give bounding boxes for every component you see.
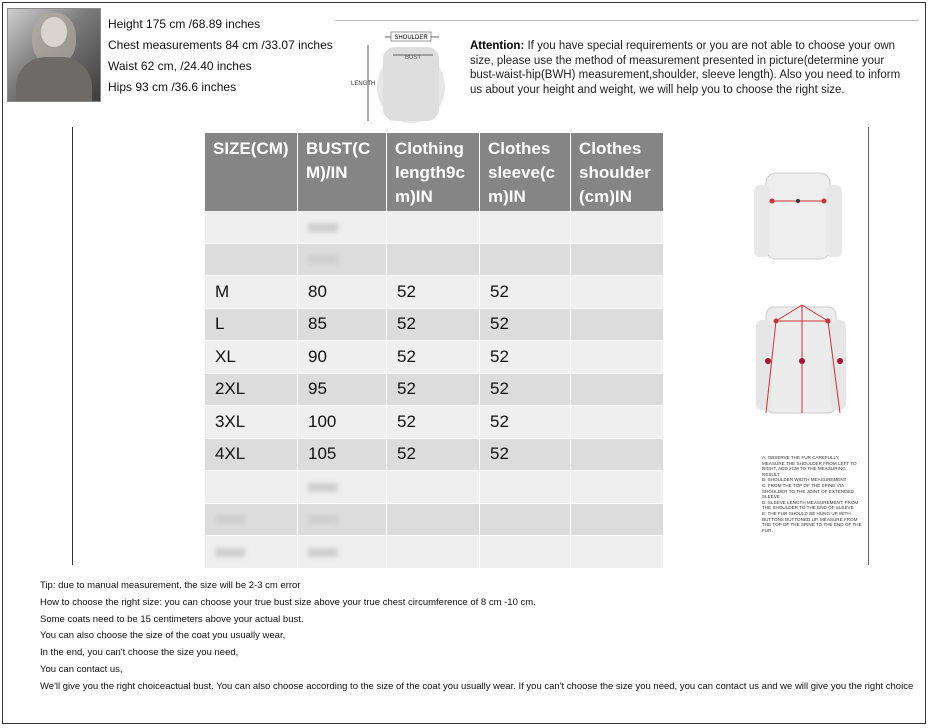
model-measurements xyxy=(108,14,333,98)
attention-note: Attention: If you have special requirements or you are not able to choose your own size, please use the method of measurement presented in picture(determine your bust-waist-hip(BWH) measurement,shoulder, sleeve length). Also you need to inform us about your height and weight, we will help you to choose the right size. xyxy=(470,40,901,96)
sizing-tips xyxy=(40,578,913,696)
divider-right xyxy=(868,127,869,565)
vest-measurement-figure xyxy=(343,25,453,125)
measurement-diagram-banner xyxy=(335,20,919,127)
col-sleeve: Clothes sleeve(c m)IN xyxy=(480,133,571,211)
table-row: 4XL 105 52 52 xyxy=(205,438,664,471)
model-hips: Hips 93 cm /36.6 inches xyxy=(108,80,237,94)
model-photo xyxy=(7,8,101,102)
col-size: SIZE(CM) xyxy=(205,133,298,211)
tip-line: Some coats need to be 15 centimeters above your actual bust. xyxy=(40,613,304,625)
length-label: LENGTH xyxy=(351,81,376,87)
table-row: M 80 52 52 xyxy=(205,276,664,309)
tip-line: We'll give you the right choiceactual bust. You can also choose according to the size of the coat you usually wear. If you can't choose the size you need, you can contact us and we will give you the right choice xyxy=(40,680,914,692)
col-bust: BUST(C M)/IN xyxy=(298,133,387,211)
tip-line: You can contact us, xyxy=(40,663,123,675)
table-row: L 85 52 52 xyxy=(205,308,664,341)
bust-label: BUST xyxy=(404,55,422,61)
col-length: Clothing length9c m)IN xyxy=(387,133,480,211)
table-row-empty xyxy=(205,471,664,504)
table-row-empty xyxy=(205,503,664,536)
table-row: XL 90 52 52 xyxy=(205,341,664,374)
size-chart-table xyxy=(205,133,664,569)
table-row: 2XL 95 52 52 xyxy=(205,373,664,406)
figure-notes: A: OBSERVE THE FUR CAREFULLY, MEASURE THE SHOULDER FROM LEFT TO RIGHT, ADD 2CM TO THE MEASURING RESULT B: SHOULDER WIDTH MEASUREMENT C: FROM THE TOP OF THE SPINE VIA SHOULDER TO THE JOINT OF EXTENDED SLEEVE D: SLEEVE LENGTH MEASUREMENT, FROM THE SHOULDER TO THE END OF SLEEVE E: THE FUR SHOULD BE HUNG UP WITH BUTTONS BUTTONED UP. MEASURE FROM THE TOP OF THE SPINE TO THE END OF THE FUR. xyxy=(762,455,862,533)
divider-left xyxy=(72,127,73,565)
col-shoulder: Clothes shoulder (cm)IN xyxy=(571,133,664,211)
tip-line: How to choose the right size: you can choose your true bust size above your true chest circumference of 8 cm -10 cm. xyxy=(40,596,536,608)
table-row: 3XL 100 52 52 xyxy=(205,406,664,439)
table-header-row xyxy=(205,133,664,211)
table-row-empty xyxy=(205,243,664,276)
model-height: Height 175 cm /68.89 inches xyxy=(108,17,261,31)
tip-line: In the end, you can't choose the size you need, xyxy=(40,647,239,659)
tip-line: Tip: due to manual measurement, the size will be 2-3 cm error xyxy=(40,580,301,591)
table-row-empty xyxy=(205,536,664,569)
shoulder-label: SHOULDER xyxy=(394,35,428,41)
table-row-empty xyxy=(205,211,664,243)
tip-line: You can also choose the size of the coat you usually wear, xyxy=(40,630,286,642)
model-waist: Waist 62 cm, /24.40 inches xyxy=(108,59,252,73)
model-chest: Chest measurements 84 cm /33.07 inches xyxy=(108,38,333,52)
